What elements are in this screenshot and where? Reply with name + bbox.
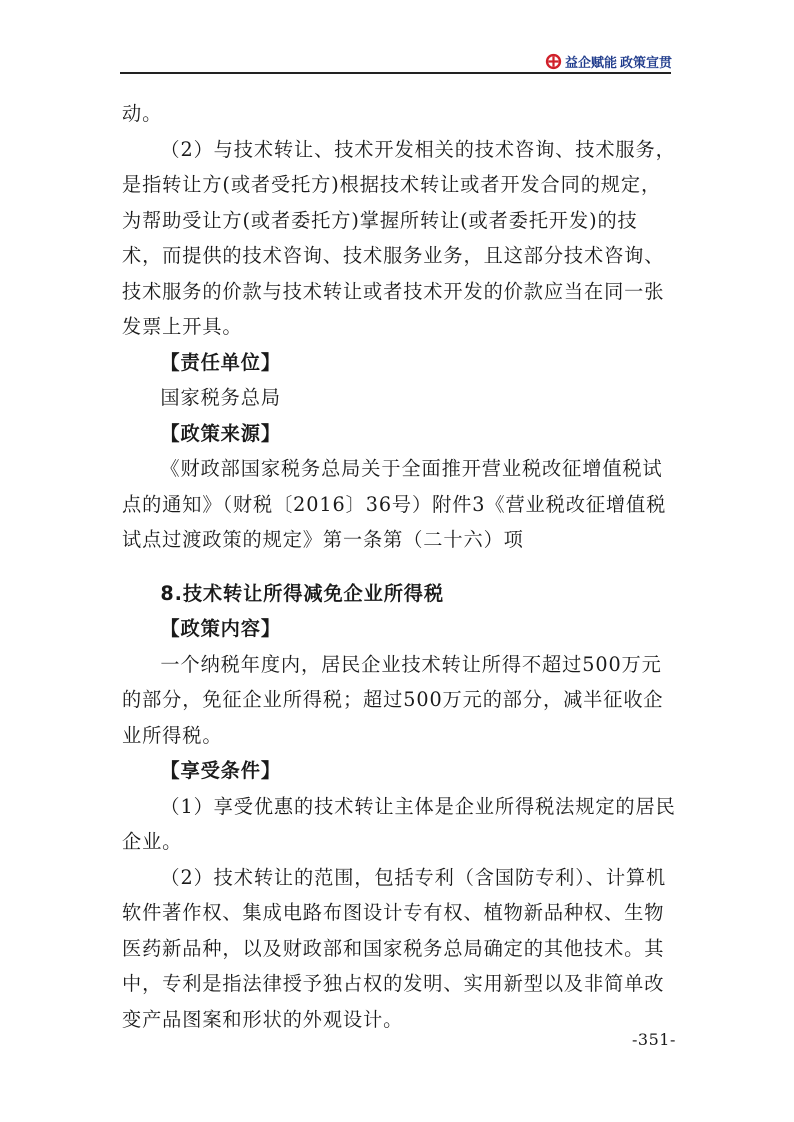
header-divider [120,72,671,74]
paragraph-policy-content: 一个纳税年度内，居民企业技术转让所得不超过500万元的部分，免征企业所得税；超过500万元的部分，减半征收企业所得税。 [122,652,664,747]
paragraph-responsible-unit: 国家税务总局 [160,386,281,409]
heading-responsible-unit: 【责任单位】 [160,350,281,374]
heading-policy-content: 【政策内容】 [160,617,281,640]
brand-name: 益企赋能 [564,55,617,71]
paragraph-condition-1: （1）享受优惠的技术转让主体是企业所得税法规定的居民企业。 [122,794,676,853]
paragraph-continuation: 动。 [122,102,163,125]
paragraph-condition-2: （2）技术转让的范围，包括专利（含国防专利）、计算机软件著作权、集成电路布图设计专有权、植物新品种权、生物医药新品种，以及财政部和国家税务总局确定的其他技术。其中，专利是指法律授予独占权的发明、实用新型以及非简单改变产品图案和形状的外观设计。 [122,865,667,1031]
brand-slogan: 政策宣贯 [619,55,672,71]
section-title: 8.技术转让所得减免企业所得税 [160,581,444,605]
page-number: -351- [632,1030,676,1049]
paragraph-tech-consulting: （2）与技术转让、技术开发相关的技术咨询、技术服务，是指转让方(或者受托方)根据技术转让或者开发合同的规定，为帮助受让方(或者委托方)掌握所转让(或者委托开发)的技术，而提供的技术咨询、技术服务业务，且这部分技术咨询、技术服务的价款与技术转让或者技术开发的价款应当在同一张发票上开具。 [122,137,676,338]
header-logo [545,51,672,71]
page-content [122,96,676,1037]
company-logo-icon [545,53,562,70]
section-spacer [122,558,676,576]
heading-conditions: 【享受条件】 [160,759,281,782]
heading-policy-source: 【政策来源】 [160,421,281,445]
paragraph-policy-source: 《财政部国家税务总局关于全面推开营业税改征增值税试点的通知》（财税〔2016〕36号）附件3《营业税改征增值税试点过渡政策的规定》第一条第（二十六）项 [122,457,667,551]
